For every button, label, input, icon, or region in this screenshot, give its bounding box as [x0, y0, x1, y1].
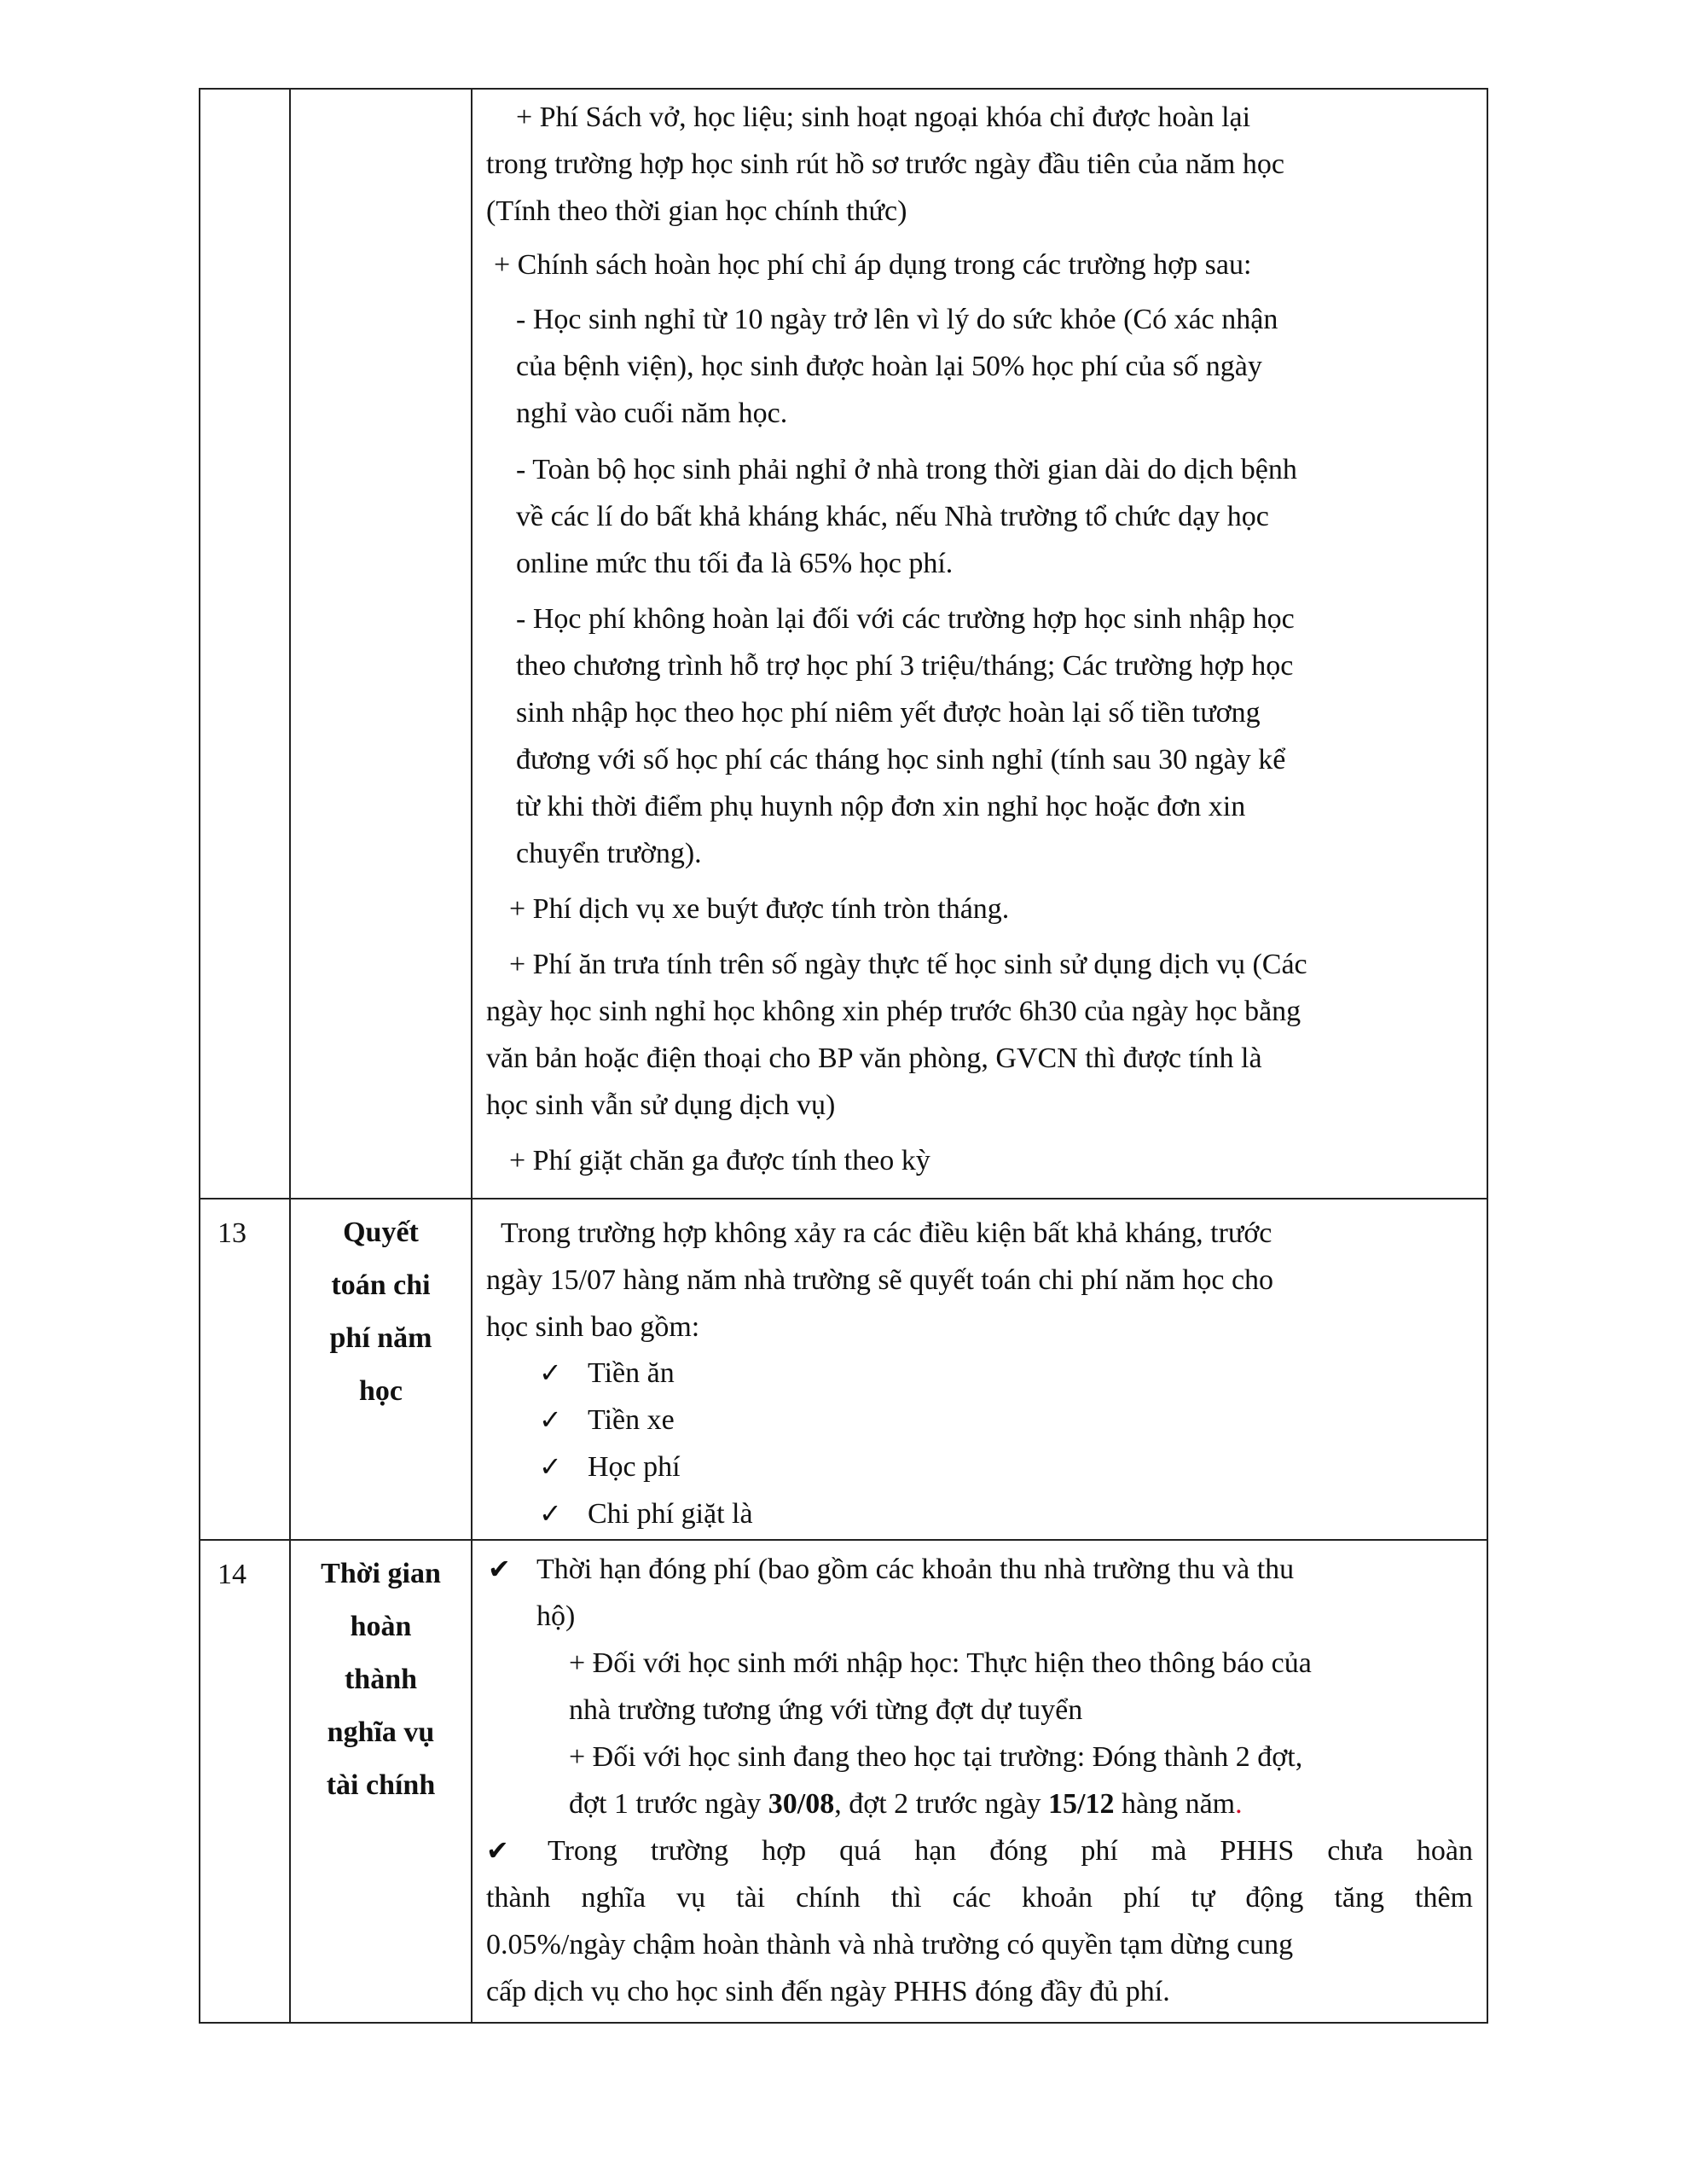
paragraph-line: ngày học sinh nghỉ học không xin phép trước 6h30 của ngày học bằng [486, 996, 1301, 1027]
row-title-line: học [359, 1375, 403, 1407]
indent-spacer [486, 1827, 548, 1874]
row-title-cell [291, 90, 472, 1199]
paragraph-line: + Đối với học sinh đang theo học tại trường: Đóng thành 2 đợt, [569, 1741, 1303, 1773]
paragraph-line: - Toàn bộ học sinh phải nghỉ ở nhà trong thời gian dài do dịch bệnh [516, 454, 1297, 485]
red-period: . [1235, 1788, 1243, 1820]
paragraph-line: nghỉ vào cuối năm học. [516, 398, 788, 429]
paragraph-line: học sinh bao gồm: [486, 1311, 700, 1343]
paragraph-line: + Đối với học sinh mới nhập học: Thực hiện theo thông báo của [569, 1647, 1312, 1679]
paragraph-line: cấp dịch vụ cho học sinh đến ngày PHHS đóng đầy đủ phí. [486, 1976, 1170, 2007]
paragraph-line: + Phí giặt chăn ga được tính theo kỳ [509, 1145, 930, 1176]
paragraph-line: sinh nhập học theo học phí niêm yết được hoàn lại số tiền tương [516, 697, 1261, 729]
table-row-13 [200, 1198, 1487, 1539]
paragraph-line: từ khi thời điểm phụ huynh nộp đơn xin nghỉ học hoặc đơn xin [516, 791, 1246, 822]
text-run: đợt 1 trước ngày [569, 1788, 768, 1820]
text-run: hàng năm [1114, 1788, 1236, 1820]
text-run: , đợt 2 trước ngày [834, 1788, 1049, 1820]
check-icon: ✓ [539, 1357, 562, 1388]
paragraph-line [486, 1827, 1473, 1874]
paragraph-line: chuyển trường). [516, 838, 702, 869]
row-title-line: Thời gian [321, 1558, 441, 1589]
paragraph-line: Trong trường hợp không xảy ra các điều kiện bất khả kháng, trước [501, 1217, 1272, 1249]
row-title-line: Quyết [343, 1217, 419, 1248]
row-content-cell [472, 1541, 1487, 2022]
paragraph-line: - Học sinh nghỉ từ 10 ngày trở lên vì lý do sức khỏe (Có xác nhận [516, 304, 1278, 335]
paragraph-line: trong trường hợp học sinh rút hồ sơ trước ngày đầu tiên của năm học [486, 148, 1284, 180]
paragraph-line: nhà trường tương ứng với từng đợt dự tuyển [569, 1694, 1083, 1726]
paragraph-line: + Phí dịch vụ xe buýt được tính tròn tháng. [509, 893, 1010, 925]
paragraph-line: 0.05%/ngày chậm hoàn thành và nhà trường có quyền tạm dừng cung [486, 1929, 1294, 1960]
text-run: Trong trường hợp quá hạn đóng phí mà PHHS chưa hoàn [548, 1835, 1473, 1867]
row-title-cell [291, 1199, 472, 1539]
row-title [291, 1206, 471, 1418]
check-icon: ✔ [488, 1554, 511, 1584]
paragraph-line: của bệnh viện), học sinh được hoàn lại 50% học phí của số ngày [516, 351, 1262, 382]
check-icon: ✓ [539, 1404, 562, 1435]
paragraph-line: về các lí do bất khả kháng khác, nếu Nhà trường tổ chức dạy học [516, 501, 1269, 532]
paragraph-line: thành nghĩa vụ tài chính thì các khoản phí tự động tăng thêm [486, 1882, 1473, 1914]
list-item: Tiền xe [588, 1404, 675, 1436]
paragraph-line: + Phí Sách vở, học liệu; sinh hoạt ngoại khóa chỉ được hoàn lại [516, 102, 1251, 133]
paragraph-line: + Phí ăn trưa tính trên số ngày thực tế học sinh sử dụng dịch vụ (Các [509, 949, 1307, 980]
paragraph-line: - Học phí không hoàn lại đối với các trường hợp học sinh nhập học [516, 603, 1295, 635]
row-content-cell [472, 90, 1487, 1199]
row-title-line: nghĩa vụ [327, 1716, 435, 1748]
paragraph-line: + Chính sách hoàn học phí chỉ áp dụng trong các trường hợp sau: [494, 249, 1252, 281]
row-title-line: phí năm [329, 1322, 432, 1354]
row-title-line: hoàn [350, 1611, 412, 1642]
paragraph-line: online mức thu tối đa là 65% học phí. [516, 548, 954, 579]
row-number-cell [200, 1199, 291, 1539]
check-icon: ✓ [539, 1451, 562, 1482]
paragraph-line: Thời hạn đóng phí (bao gồm các khoản thu nhà trường thu và thu [536, 1554, 1295, 1585]
paragraph-line: ngày 15/07 hàng năm nhà trường sẽ quyết toán chi phí năm học cho [486, 1264, 1274, 1296]
date-second-installment: 15/12 [1048, 1788, 1115, 1820]
paragraph-line: (Tính theo thời gian học chính thức) [486, 195, 907, 227]
list-item: Tiền ăn [588, 1357, 675, 1389]
paragraph-line: hộ) [536, 1600, 576, 1632]
fee-policy-table [199, 88, 1488, 2024]
paragraph-line: văn bản hoặc điện thoại cho BP văn phòng, GVCN thì được tính là [486, 1043, 1262, 1074]
paragraph-line: học sinh vẫn sử dụng dịch vụ) [486, 1089, 836, 1121]
list-item: Học phí [588, 1451, 681, 1483]
row-content-cell [472, 1199, 1487, 1539]
check-icon: ✓ [539, 1498, 562, 1529]
row-title [291, 1548, 471, 1812]
date-first-installment: 30/08 [768, 1788, 835, 1820]
row-number-cell [200, 90, 291, 1199]
paragraph-line [569, 1780, 1243, 1827]
paragraph-line: đương với số học phí các tháng học sinh nghỉ (tính sau 30 ngày kể [516, 744, 1286, 775]
row-title-line: toán chi [331, 1269, 431, 1301]
table-row-14 [200, 1539, 1487, 2022]
row-number-cell [200, 1541, 291, 2022]
row-title-line: tài chính [326, 1769, 436, 1801]
row-title-cell [291, 1541, 472, 2022]
row-title-line: thành [344, 1664, 418, 1695]
row-number: 13 [217, 1217, 246, 1249]
row-number: 14 [217, 1559, 246, 1590]
table-row-12-continued [200, 90, 1487, 1199]
check-icon: ✔ [486, 1835, 509, 1866]
list-item: Chi phí giặt là [588, 1498, 753, 1530]
paragraph-line: theo chương trình hỗ trợ học phí 3 triệu/tháng; Các trường hợp học [516, 650, 1294, 682]
